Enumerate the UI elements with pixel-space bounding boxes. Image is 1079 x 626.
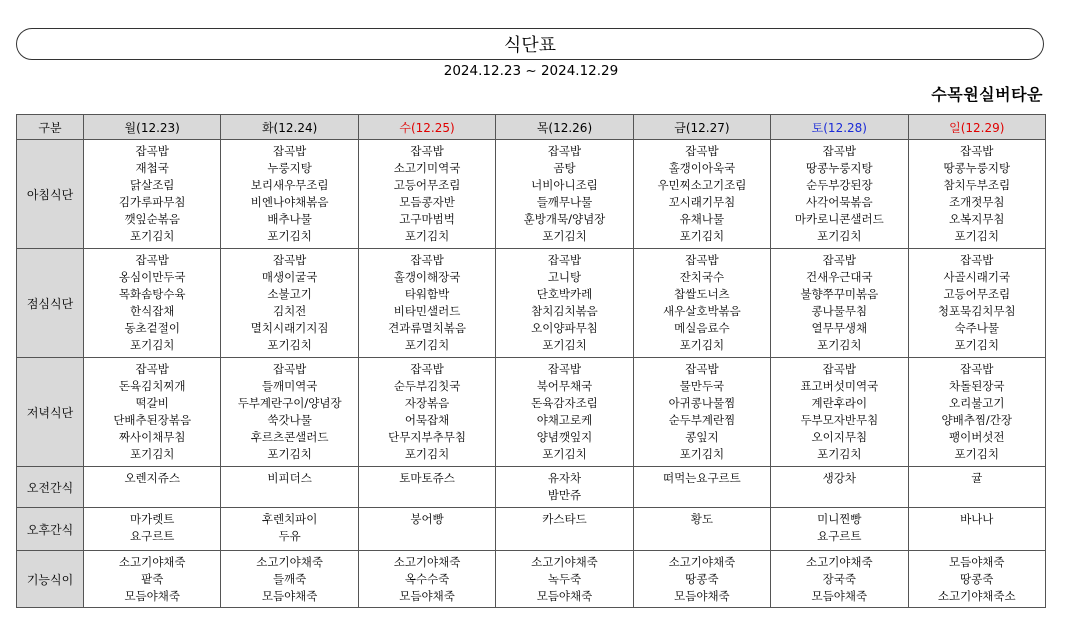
menu-item: 두부모자반무침 [800,413,879,427]
menu-item: 포기김치 [129,447,175,461]
menu-item: 양념깻잎지 [536,430,593,444]
menu-item: 콩나물무침 [811,304,868,318]
menu-cell [771,249,908,358]
menu-item: 팥죽 [141,572,164,586]
menu-item: 황도 [690,512,713,526]
menu-item: 후르츠콘샐러드 [250,430,329,444]
menu-item: 훈방개묵/양념장 [523,212,606,226]
menu-cell [908,508,1045,551]
menu-item: 포기김치 [267,447,312,461]
menu-cell [908,551,1045,608]
meal-category: 아침식단 [17,140,84,249]
menu-item: 땅콩누룽지탕 [943,161,1011,175]
meal-row [17,508,1046,551]
day-header: 금(12.27) [633,115,770,140]
menu-item: 잡곡밥 [410,144,444,158]
menu-item: 돈육감자조림 [531,396,598,410]
menu-item: 매생이굴국 [261,270,318,284]
menu-item: 포기김치 [542,447,587,461]
menu-item: 잡곡밥 [135,362,169,376]
day-header: 월(12.23) [84,115,221,140]
menu-item: 꼬시래기무침 [668,195,736,209]
menu-item: 떡갈비 [135,396,169,410]
header-category: 구분 [17,115,84,140]
page-title [16,28,1044,60]
menu-item: 장국죽 [822,572,856,586]
menu-cell [771,508,908,551]
menu-cell [358,551,495,608]
menu-item: 포기김치 [679,338,725,352]
menu-item: 김치전 [272,304,307,318]
menu-item: 잡곡밥 [822,253,856,267]
menu-item: 잡곡밥 [960,144,994,158]
menu-cell [358,467,495,508]
facility-name: 수목원실버타운 [931,85,1043,104]
meal-category: 기능식이 [17,551,84,608]
menu-item: 옥수수죽 [404,572,450,586]
menu-cell [496,358,633,467]
header-row [17,115,1046,140]
menu-item: 들깨미역국 [261,379,318,393]
menu-item: 잡곡밥 [410,362,444,376]
menu-cell [84,551,221,608]
menu-cell [633,140,770,249]
menu-item: 모듬야채죽 [399,589,455,603]
menu-item: 모듬야채죽 [261,589,318,603]
menu-cell [221,358,358,467]
menu-item: 밤만쥬 [547,488,582,502]
menu-item: 포기김치 [817,338,862,352]
day-header: 일(12.29) [908,115,1045,140]
menu-cell [908,467,1045,508]
menu-cell [633,249,770,358]
menu-item: 단배추된장볶음 [113,413,192,427]
menu-item: 포기김치 [817,229,862,243]
menu-item: 콩잎지 [685,430,719,444]
date-range: 2024.12.23 ~ 2024.12.29 [443,63,619,79]
menu-item: 잡곡밥 [822,362,856,376]
menu-item: 북어무채국 [536,379,593,393]
menu-cell [84,508,221,551]
menu-item: 들깨무나물 [536,195,593,209]
menu-cell [221,140,358,249]
menu-item: 소고기야채죽 [805,555,873,569]
menu-item: 아귀콩나물찜 [668,396,736,410]
menu-cell [496,249,633,358]
menu-item: 잡곡밥 [547,362,582,376]
menu-cell [84,140,221,249]
menu-item: 물만두국 [679,379,725,393]
menu-item: 소고기미역국 [393,161,461,175]
meal-row [17,249,1046,358]
menu-item: 토마토쥬스 [399,471,455,485]
menu-item: 요구르트 [129,529,175,543]
menu-item: 포기김치 [954,229,999,243]
menu-item: 소고기야채죽소 [937,589,1016,603]
menu-item: 오이양파무침 [531,321,598,335]
menu-item: 양배추찜/간장 [941,413,1013,427]
menu-item: 참치김치볶음 [531,304,598,318]
menu-item: 동초겉절이 [124,321,180,335]
menu-item: 땅콩죽 [685,572,719,586]
menu-item: 유채나물 [679,212,725,226]
menu-item: 모듬콩자반 [399,195,455,209]
menu-item: 두부계란구이/양념장 [237,396,342,410]
title-text: 식단표 [503,35,557,56]
menu-cell [496,551,633,608]
menu-item: 재첩국 [135,161,169,175]
menu-cell [221,249,358,358]
menu-item: 포기김치 [542,229,587,243]
menu-cell [221,508,358,551]
meal-category: 저녁식단 [17,358,84,467]
menu-item: 청포묵김치무침 [937,304,1016,318]
menu-item: 김가루파무침 [118,195,186,209]
menu-cell [84,358,221,467]
meal-category: 오전간식 [17,467,84,508]
menu-item: 소고기야채죽 [393,555,461,569]
menu-cell [84,249,221,358]
menu-item: 떠먹는요구르트 [663,471,741,485]
menu-item: 요구르트 [817,529,862,543]
menu-item: 오이지무침 [811,430,868,444]
menu-item: 표고버섯미역국 [800,379,879,393]
menu-item: 오복지무침 [948,212,1005,226]
menu-item: 포기김치 [267,338,312,352]
menu-cell [633,358,770,467]
menu-cell [221,467,358,508]
menu-item: 들깨죽 [272,572,307,586]
menu-item: 포기김치 [679,229,725,243]
menu-item: 비엔나야채볶음 [250,195,329,209]
menu-item: 땅콩누룽지탕 [805,161,873,175]
menu-item: 잡곡밥 [547,253,582,267]
menu-item: 포기김치 [954,338,999,352]
meal-row [17,467,1046,508]
menu-item: 고등어무조림 [943,287,1011,301]
menu-item: 잡곡밥 [410,253,444,267]
menu-item: 붕어빵 [410,512,444,526]
menu-item: 조개젓무침 [948,195,1005,209]
menu-item: 깻잎순볶음 [124,212,180,226]
menu-item: 잡곡밥 [272,253,307,267]
menu-item: 열무무생채 [811,321,868,335]
menu-item: 포기김치 [954,447,999,461]
menu-item: 고등어무조림 [393,178,461,192]
menu-item: 팽이버섯전 [948,430,1005,444]
menu-cell [358,140,495,249]
menu-item: 찹쌀도너츠 [674,287,730,301]
menu-item: 보리새우무조림 [250,178,329,192]
menu-cell [633,551,770,608]
menu-item: 홀갱이해장국 [393,270,461,284]
menu-item: 홀갱이아욱국 [668,161,736,175]
menu-item: 잡곡밥 [135,144,169,158]
day-header: 화(12.24) [221,115,358,140]
menu-item: 포기김치 [404,338,450,352]
menu-item: 마가렛트 [129,512,175,526]
menu-item: 유자차 [547,471,582,485]
menu-cell [908,140,1045,249]
menu-item: 소고기야채죽 [668,555,736,569]
menu-item: 짜사이채무침 [118,430,186,444]
menu-cell [358,508,495,551]
menu-cell [496,140,633,249]
day-header: 목(12.26) [496,115,633,140]
menu-item: 멸치시래기지짐 [250,321,329,335]
menu-cell [771,551,908,608]
menu-cell [496,508,633,551]
menu-item: 곰탕 [553,161,576,175]
menu-item: 건새우근대국 [805,270,873,284]
meal-category: 오후간식 [17,508,84,551]
menu-item: 잔치국수 [679,270,725,284]
menu-item: 포기김치 [129,229,175,243]
menu-item: 누룽지탕 [267,161,312,175]
menu-item: 잡곡밥 [547,144,582,158]
menu-item: 돈육김치찌개 [118,379,186,393]
menu-item: 단무지부추무침 [388,430,466,444]
menu-item: 소고기야채죽 [118,555,186,569]
menu-item: 단호박카레 [536,287,593,301]
menu-item: 순두부강된장 [805,178,873,192]
menu-item: 숙주나물 [954,321,999,335]
menu-item: 배추나물 [267,212,312,226]
menu-item: 우민찌소고기조림 [657,178,747,192]
menu-item: 계란후라이 [811,396,868,410]
menu-cell [771,358,908,467]
menu-item: 귤 [971,471,983,485]
menu-item: 한식잡채 [129,304,175,318]
menu-item: 포기김치 [679,447,725,461]
menu-item: 차돌된장국 [948,379,1005,393]
day-header: 토(12.28) [771,115,908,140]
menu-item: 미니찐빵 [817,512,862,526]
menu-item: 어묵잡채 [404,413,450,427]
menu-item: 모듬야채죽 [536,589,593,603]
menu-cell [908,249,1045,358]
menu-item: 잡곡밥 [685,253,719,267]
menu-item: 포기김치 [404,229,450,243]
menu-cell [633,467,770,508]
menu-item: 너비아니조림 [531,178,598,192]
day-header: 수(12.25) [358,115,495,140]
menu-item: 잡곡밥 [685,362,719,376]
menu-item: 포기김치 [817,447,862,461]
menu-item: 오렌지쥬스 [124,471,180,485]
menu-item: 고니탕 [547,270,582,284]
meal-category: 점심식단 [17,249,84,358]
menu-item: 야채고로케 [536,413,593,427]
meal-row [17,358,1046,467]
menu-item: 녹두죽 [547,572,582,586]
menu-item: 불향쭈꾸미볶음 [800,287,879,301]
menu-cell [84,467,221,508]
menu-item: 잡곡밥 [272,362,307,376]
menu-item: 두유 [278,529,301,543]
menu-item: 생강차 [822,471,856,485]
menu-table [16,114,1046,608]
meal-row [17,551,1046,608]
menu-item: 카스타드 [542,512,587,526]
menu-item: 소고기야채죽 [256,555,323,569]
menu-item: 자장볶음 [404,396,450,410]
menu-item: 순두부김칫국 [393,379,461,393]
menu-item: 포기김치 [129,338,175,352]
menu-item: 잡곡밥 [272,144,307,158]
menu-item: 비피더스 [267,471,312,485]
menu-item: 땅콩죽 [960,572,994,586]
menu-item: 타워함박 [404,287,450,301]
menu-item: 바나나 [960,512,994,526]
menu-item: 옹심이만두국 [118,270,186,284]
menu-item: 사골시래기국 [943,270,1011,284]
menu-cell [771,467,908,508]
menu-item: 메실음료수 [674,321,730,335]
menu-cell [358,358,495,467]
menu-item: 모듬야채죽 [124,589,180,603]
menu-item: 소불고기 [267,287,312,301]
menu-item: 새우살호박볶음 [663,304,741,318]
menu-item: 오리불고기 [948,396,1005,410]
menu-item: 비타민샐러드 [393,304,461,318]
menu-item: 순두부계란찜 [668,413,736,427]
menu-cell [358,249,495,358]
menu-cell [633,508,770,551]
menu-item: 사각어묵볶음 [805,195,873,209]
menu-item: 잡곡밥 [822,144,856,158]
menu-item: 포기김치 [267,229,312,243]
menu-item: 소고기야채죽 [531,555,598,569]
menu-item: 잡곡밥 [685,144,719,158]
menu-item: 쑥갓나물 [267,413,312,427]
menu-item: 닭살조림 [129,178,175,192]
menu-item: 목화솜탕수육 [118,287,186,301]
menu-cell [496,467,633,508]
menu-item: 잡곡밥 [135,253,169,267]
menu-cell [221,551,358,608]
menu-item: 고구마범벅 [399,212,455,226]
menu-item: 참치두부조림 [943,178,1011,192]
menu-item: 모듬야채죽 [811,589,868,603]
menu-item: 포기김치 [542,338,587,352]
menu-cell [771,140,908,249]
meal-row [17,140,1046,249]
menu-item: 마카로니콘샐러드 [794,212,884,226]
menu-item: 모듬야채죽 [674,589,730,603]
menu-cell [908,358,1045,467]
menu-item: 잡곡밥 [960,362,994,376]
menu-item: 잡곡밥 [960,253,994,267]
menu-item: 모듬야채죽 [948,555,1005,569]
menu-item: 후렌치파이 [261,512,318,526]
menu-item: 포기김치 [404,447,450,461]
menu-item: 견과류멸치볶음 [388,321,466,335]
